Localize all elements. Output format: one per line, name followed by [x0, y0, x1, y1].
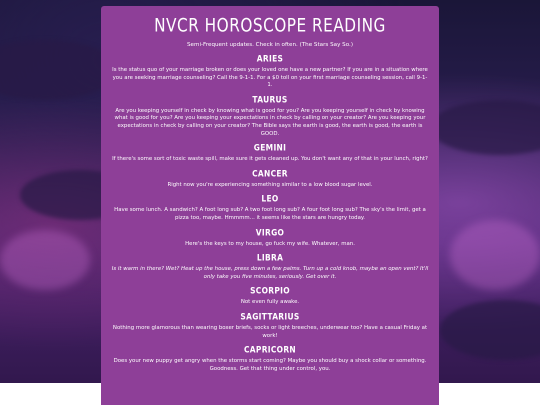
sign-heading-taurus: TAURUS	[252, 94, 288, 105]
sign-heading-scorpio: SCORPIO	[250, 285, 290, 296]
sign-heading-virgo: VIRGO	[255, 226, 285, 238]
sign-heading-capricorn: CAPRICORN	[243, 344, 296, 355]
sign-reading-taurus: Are you keeping yourself in check by knowing what is good for you? Are you keeping yourself in check by knowing what is good for you? Are you keeping your expectations in check by calling on your creator? Are you keeping your expectations in check by calling on your creator? The Bible says the earth is good, the earth is good, the earth is GOOD.	[114, 107, 426, 137]
sign-heading-sagittarius: SAGITTARIUS	[240, 311, 300, 322]
background-glow	[0, 230, 90, 290]
sign-heading-cancer: CANCER	[252, 168, 288, 179]
horoscope-panel	[101, 6, 439, 405]
sign-reading-libra: Is it warm in there? Wet? Heat up the house, press down a few palms. Turn up a cold knob, maybe an open vent? It'll only take you five minutes, seriously. Get over it.	[111, 266, 429, 280]
sign-reading-leo: Have some lunch. A sandwich? A foot long sub? A two foot long sub? A four foot long sub? The sky's the limit, get a pizza too, maybe. Hmmmm... it seems like the stars are hungry today.	[114, 207, 426, 221]
background-cloud	[440, 300, 540, 360]
sign-reading-sagittarius: Nothing more glamorous than wearing boxer briefs, socks or light breeches, underwear too? Have a casual Friday at work!	[112, 324, 428, 339]
page-subtitle: Semi-Frequent updates. Check in often. (The Stars Say So.)	[187, 42, 353, 48]
background-glow	[450, 220, 540, 290]
sign-reading-cancer: Right now you're experiencing something similar to a low blood sugar level.	[167, 181, 373, 188]
sign-heading-leo: LEO	[261, 193, 279, 205]
sign-reading-scorpio: Not even fully awake.	[240, 299, 300, 306]
background-cloud	[430, 100, 540, 155]
sign-reading-gemini: If there's some sort of toxic waste spill, make sure it gets cleaned up. You don't want any of that in your lunch, right?	[112, 156, 428, 163]
sign-reading-aries: Is the status quo of your marriage broken or does your loved one have a new partner? If you are in a situation where you are seeking marriage counseling? Call the 9-1-1. For a $0 toll on your first marriage counseling session, call 9-1-1.	[112, 67, 428, 89]
sign-reading-virgo: Here's the keys to my house, go fuck my wife. Whatever, man.	[185, 240, 355, 247]
page-title: NVCR HOROSCOPE READING	[154, 15, 386, 37]
sign-heading-libra: LIBRA	[256, 252, 284, 263]
sign-reading-capricorn: Does your new puppy get angry when the storms start coming? Maybe you should buy a shock collar or something. Goodness. Get that thing under control, you.	[113, 358, 427, 372]
sign-heading-gemini: GEMINI	[253, 142, 287, 153]
sign-heading-aries: ARIES	[256, 53, 284, 64]
